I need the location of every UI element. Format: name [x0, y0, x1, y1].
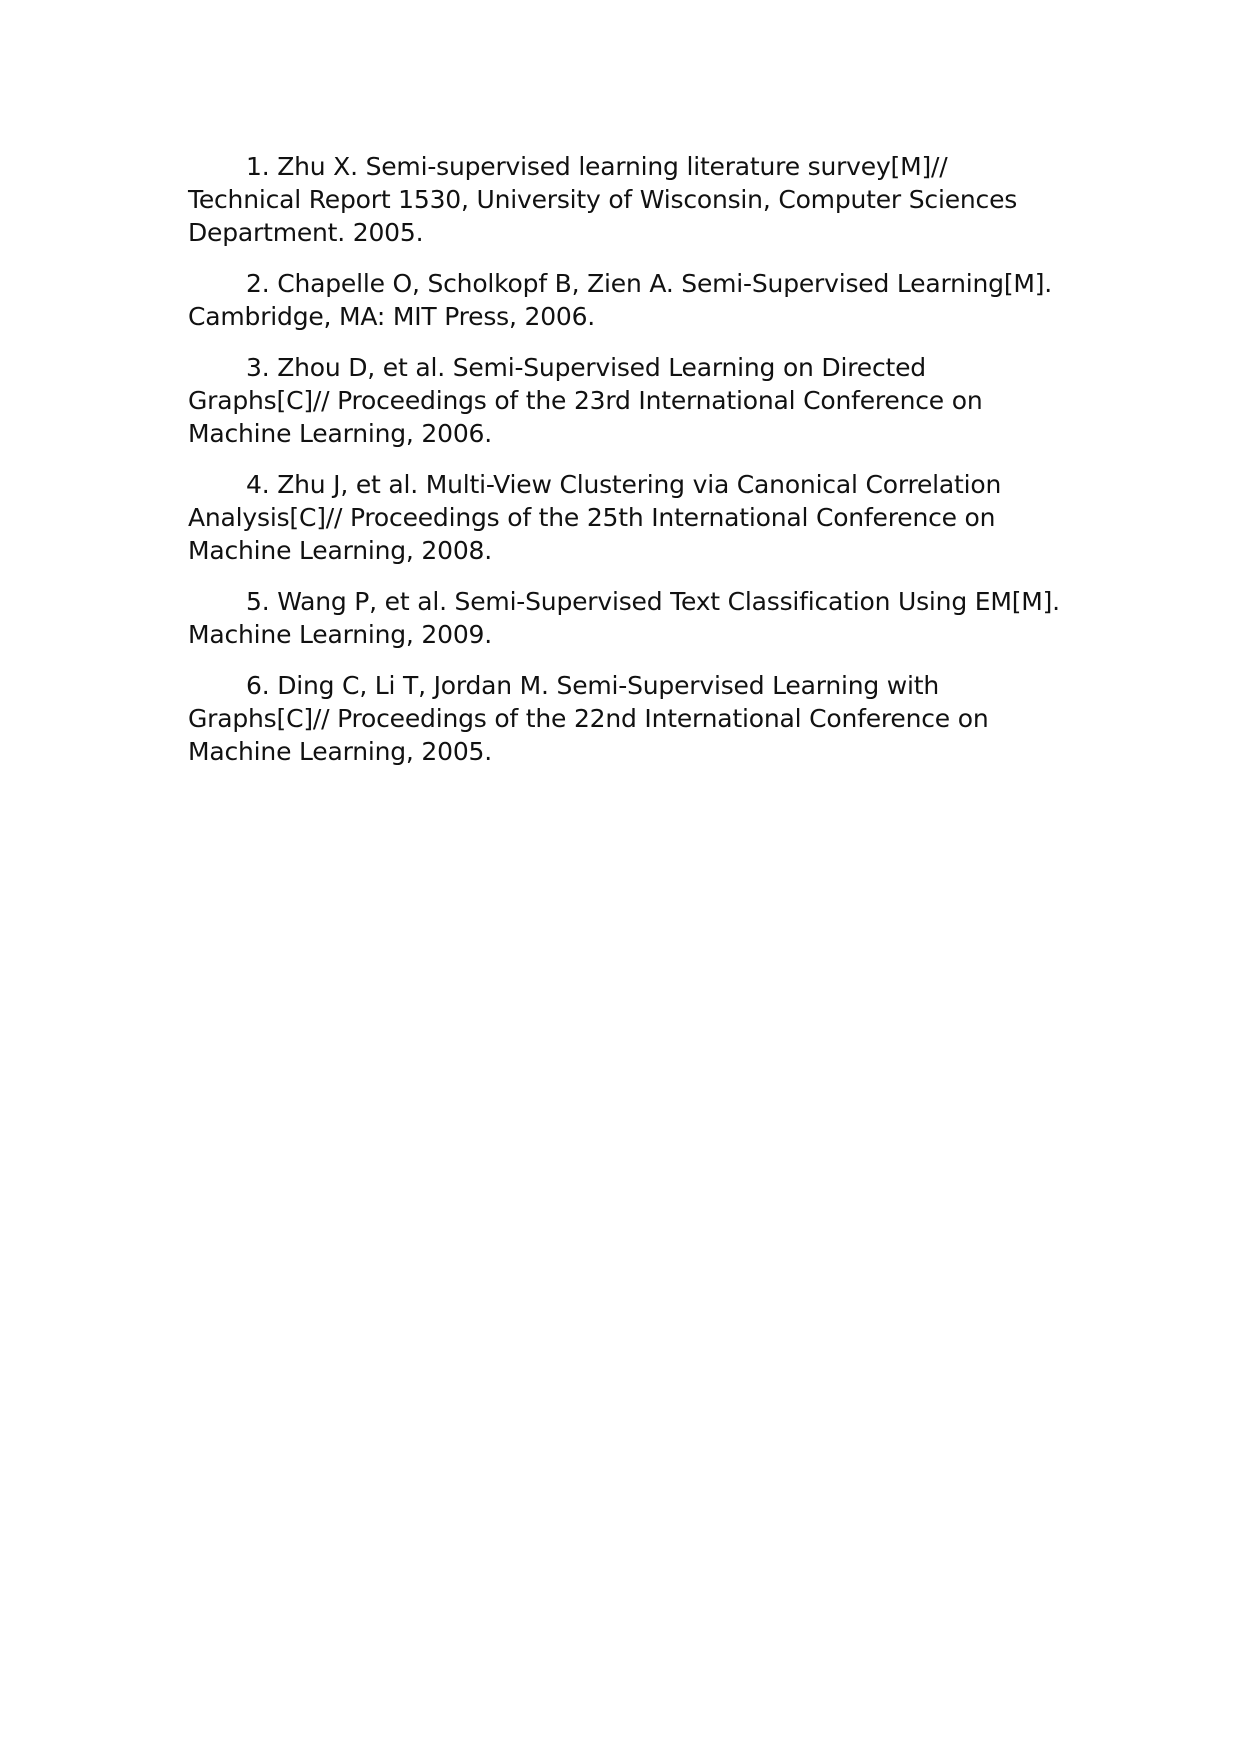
reference-number: 5.: [246, 587, 270, 616]
reference-number: 6.: [246, 671, 270, 700]
reference-number: 3.: [246, 353, 270, 382]
reference-text: Zhu J, et al. Multi-View Clustering via Canonical Correlation Analysis[C]// Proceedings of the 25th International Conference on Machine Learning, 2008.: [188, 470, 1002, 565]
reference-item: [188, 351, 1068, 450]
reference-item: [188, 468, 1068, 567]
reference-item: [188, 669, 1068, 768]
reference-item: [188, 267, 1068, 333]
reference-list: [188, 150, 1068, 786]
reference-text: Zhu X. Semi-supervised learning literature survey[M]// Technical Report 1530, University of Wisconsin, Computer Sciences Department. 2005.: [188, 152, 1018, 247]
reference-number: 2.: [246, 269, 270, 298]
reference-item: [188, 150, 1068, 249]
reference-text: Ding C, Li T, Jordan M. Semi-Supervised Learning with Graphs[C]// Proceedings of the 22nd International Conference on Machine Learning, 2005.: [188, 671, 989, 766]
reference-number: 1.: [246, 152, 270, 181]
reference-number: 4.: [246, 470, 270, 499]
reference-text: Wang P, et al. Semi-Supervised Text Classification Using EM[M]. Machine Learning, 2009.: [188, 587, 1060, 649]
reference-item: [188, 585, 1068, 651]
reference-text: Chapelle O, Scholkopf B, Zien A. Semi-Supervised Learning[M]. Cambridge, MA: MIT Press, 2006.: [188, 269, 1053, 331]
reference-text: Zhou D, et al. Semi-Supervised Learning on Directed Graphs[C]// Proceedings of the 23rd International Conference on Machine Learning, 2006.: [188, 353, 983, 448]
